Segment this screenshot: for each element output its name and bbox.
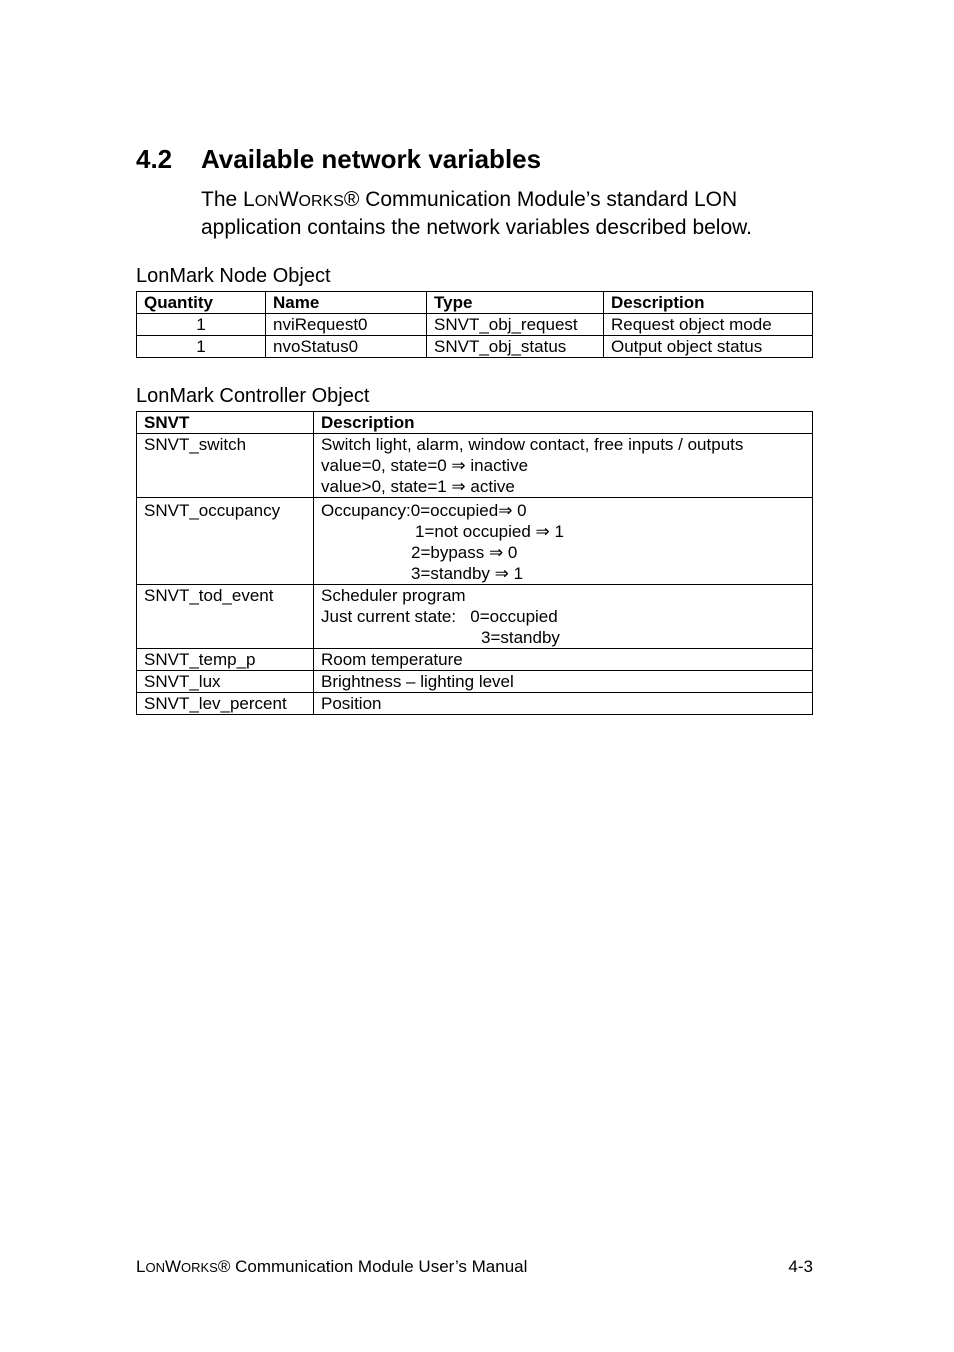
description-cell: Scheduler program Just current state: 0=occupied 3=standby — [314, 585, 813, 649]
footer-title: LONWORKS® Communication Module User’s Manual — [136, 1257, 528, 1276]
table-row — [137, 649, 813, 671]
section-heading — [136, 144, 541, 175]
table-header-row — [137, 412, 813, 434]
column-header: Name — [266, 292, 427, 314]
snvt-cell: SNVT_switch — [137, 434, 314, 498]
column-header: Type — [427, 292, 604, 314]
table-header-row — [137, 292, 813, 314]
quantity-cell: 1 — [137, 336, 266, 358]
description-cell: Brightness – lighting level — [314, 671, 813, 693]
node-object-table — [136, 291, 813, 358]
controller-object-table — [136, 411, 813, 715]
description-cell: Occupancy:0=occupied⇒ 0 1=not occupied ⇒ 1 2=bypass ⇒ 0 3=standby ⇒ 1 — [314, 498, 813, 585]
quantity-cell: 1 — [137, 314, 266, 336]
intro-paragraph: The LONWORKS® Communication Module’s standard LON application contains the network variables described below. — [201, 188, 752, 239]
type-cell: SNVT_obj_request — [427, 314, 604, 336]
table-row — [137, 585, 813, 649]
snvt-cell: SNVT_lux — [137, 671, 314, 693]
description-cell: Request object mode — [604, 314, 813, 336]
section-number: 4.2 — [136, 144, 173, 174]
table-row — [137, 314, 813, 336]
snvt-cell: SNVT_occupancy — [137, 498, 314, 585]
page-number: 4-3 — [788, 1257, 813, 1276]
section-title: Available network variables — [201, 144, 542, 174]
name-cell: nviRequest0 — [266, 314, 427, 336]
description-cell: Room temperature — [314, 649, 813, 671]
page-footer — [136, 1257, 813, 1277]
name-cell: nvoStatus0 — [266, 336, 427, 358]
snvt-cell: SNVT_tod_event — [137, 585, 314, 649]
snvt-cell: SNVT_lev_percent — [137, 693, 314, 715]
type-cell: SNVT_obj_status — [427, 336, 604, 358]
description-cell: Switch light, alarm, window contact, free inputs / outputs value=0, state=0 ⇒ inactive value>0, state=1 ⇒ active — [314, 434, 813, 498]
column-header: Description — [604, 292, 813, 314]
node-object-caption: LonMark Node Object — [136, 265, 331, 287]
column-header: SNVT — [137, 412, 314, 434]
table-row — [137, 498, 813, 585]
table-row — [137, 434, 813, 498]
description-cell: Output object status — [604, 336, 813, 358]
table-row — [137, 693, 813, 715]
table-row — [137, 336, 813, 358]
controller-object-caption: LonMark Controller Object — [136, 385, 370, 407]
column-header: Description — [314, 412, 813, 434]
column-header: Quantity — [137, 292, 266, 314]
description-cell: Position — [314, 693, 813, 715]
table-row — [137, 671, 813, 693]
snvt-cell: SNVT_temp_p — [137, 649, 314, 671]
